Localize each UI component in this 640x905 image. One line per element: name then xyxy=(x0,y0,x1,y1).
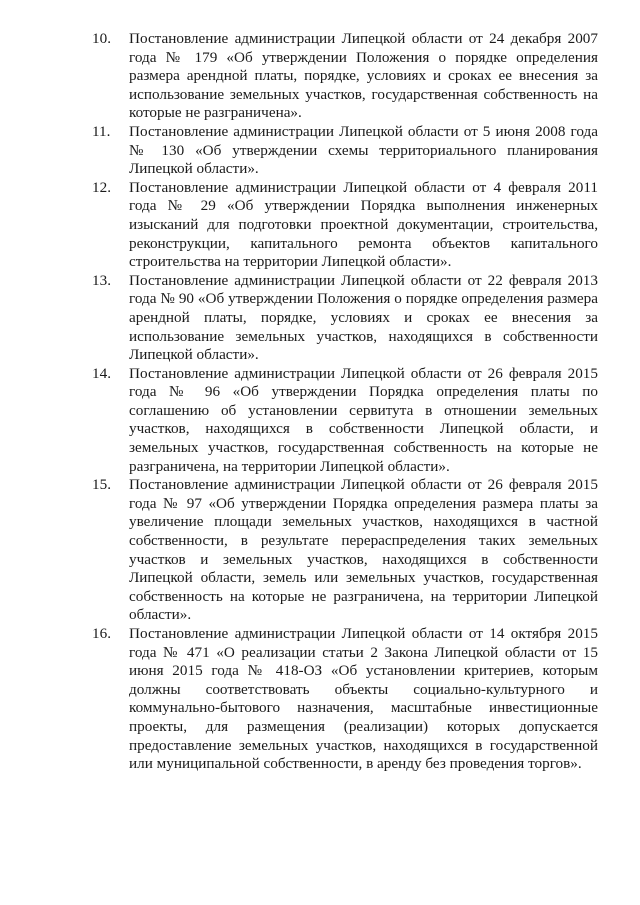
list-item xyxy=(92,625,598,774)
item-text: Постановление администрации Липецкой области от 14 октября 2015 года № 471 «О реализации статьи 2 Закона Липецкой области от 15 июня 2015 года № 418-ОЗ «Об установлении критериев, которым должны соответствовать объекты социально-культурного и коммунально-бытового назначения, масштабные инвестиционные проекты, для размещения (реализации) которых допускается предоставление земельных участков, находящихся в государственной или муниципальной собственности, в аренду без проведения торгов». xyxy=(129,625,598,773)
list-item xyxy=(92,179,598,272)
item-number: 12. xyxy=(92,178,111,196)
item-number: 10. xyxy=(92,30,111,47)
item-number: 14. xyxy=(92,364,111,382)
item-number: 16. xyxy=(92,625,111,642)
list-item xyxy=(92,272,598,365)
list-item xyxy=(92,123,598,179)
list-item xyxy=(92,476,598,625)
list-item xyxy=(92,365,598,477)
item-number: 11. xyxy=(92,122,111,140)
item-text: Постановление администрации Липецкой области от 24 декабря 2007 года № 179 «Об утверждении Положения о порядке определения размера арендной платы, порядке, условиях и сроках ее внесения за использование земельных участков, государственная собственность на которые не разграничена». xyxy=(129,30,598,122)
item-text: Постановление администрации Липецкой области от 26 февраля 2015 года № 96 «Об утверждении Порядка определения платы по соглашению об установлении сервитута в отношении земельных участков, находящихся в собственности Липецкой области, и земельных участков, государственная собственность на которые не разграничена, на территории Липецкой области». xyxy=(129,364,598,475)
item-text: Постановление администрации Липецкой области от 26 февраля 2015 года № 97 «Об утверждении Порядка определения размера платы за увеличение площади земельных участков, находящихся в частной собственности, в результате перераспределения таких земельных участков и земельных участков, находящихся в собственности Липецкой области, земель или земельных участков, государственная собственность на которые не разграничена, на территории Липецкой области». xyxy=(129,476,598,624)
item-number: 15. xyxy=(92,476,111,494)
item-text: Постановление администрации Липецкой области от 22 февраля 2013 года № 90 «Об утверждении Положения о порядке определения размера арендной платы, порядке, условиях и сроках ее внесения за использование земельных участков, находящихся в собственности Липецкой области». xyxy=(129,271,598,364)
item-number: 13. xyxy=(92,271,111,289)
item-text: Постановление администрации Липецкой области от 4 февраля 2011 года № 29 «Об утверждении Порядка выполнения инженерных изысканий для подготовки проектной документации, строительства, реконструкции, капитального ремонта объектов капитального строительства на территории Липецкой области». xyxy=(129,178,598,271)
document-page xyxy=(92,30,598,774)
item-text: Постановление администрации Липецкой области от 5 июня 2008 года № 130 «Об утверждении схемы территориального планирования Липецкой области». xyxy=(129,122,598,178)
list-item xyxy=(92,30,598,123)
